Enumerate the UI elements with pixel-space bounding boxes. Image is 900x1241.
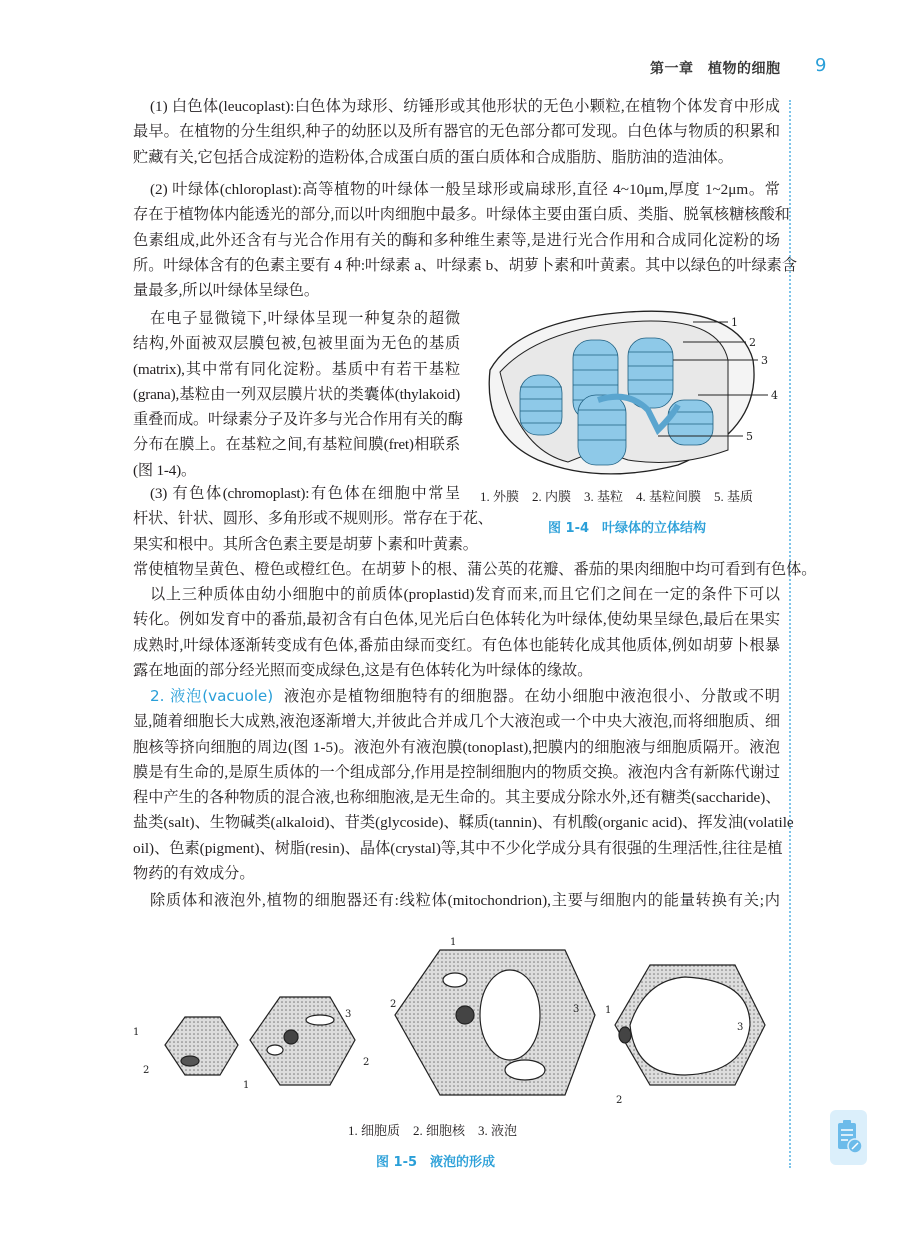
text-line: 在电子显微镜下,叶绿体呈现一种复杂的超微 xyxy=(150,310,460,327)
text-line: (3) 有色体(chromoplast):有色体在细胞中常呈 xyxy=(150,485,460,502)
text-line: 贮藏有关,它包括合成淀粉的造粉体,合成蛋白质的蛋白质体和合成脂肪、脂肪油的造油体。 xyxy=(133,148,733,166)
fig5-label-1c: 1 xyxy=(450,937,457,948)
text-line: 结构,外面被双层膜包被,包被里面为无色的基质 xyxy=(133,335,460,353)
text-line: 程中产生的各种物质的混合液,也称细胞液,是无生命的。其主要成分除水外,还有糖类(saccharide)、 xyxy=(133,789,781,807)
fig5-label-1b: 1 xyxy=(243,1080,250,1091)
fig5-label-3b: 3 xyxy=(345,1009,352,1020)
paragraph-chloroplast-ultrastructure xyxy=(133,307,463,484)
figure-vacuole-formation xyxy=(125,925,785,1115)
running-header: 第一章 植物的细胞 xyxy=(650,61,781,77)
text-line: 杆状、针状、圆形、多角形或不规则形。常存在于花、 xyxy=(133,510,493,528)
paragraph-plastid-conversion xyxy=(133,582,780,683)
fig5-label-2c: 2 xyxy=(390,999,397,1010)
fig5-label-3d: 3 xyxy=(737,1022,744,1033)
figure-chloroplast-structure xyxy=(478,300,790,480)
fig4-label-5: 5 xyxy=(746,430,753,443)
paragraph-other-organelles xyxy=(133,888,780,913)
page-number: 9 xyxy=(815,55,827,76)
fig5-label-1a: 1 xyxy=(133,1027,140,1038)
figure-1-5-title: 图 1-5 液泡的形成 xyxy=(376,1155,496,1170)
cell-stage-1 xyxy=(165,1017,238,1075)
cell-stage-2 xyxy=(250,997,355,1085)
text-line: 膜是有生命的,是原生质体的一个组成部分,作用是控制细胞内的物质交换。液泡内含有新陈代谢过 xyxy=(133,763,780,781)
text-line: 最早。在植物的分生组织,种子的幼胚以及所有器官的无色部分都可发现。白色体与物质的积累和 xyxy=(133,123,780,141)
paragraph-vacuole xyxy=(133,684,794,886)
granum-stack xyxy=(520,375,562,435)
figure-1-4-legend: 1. 外膜 2. 内膜 3. 基粒 4. 基粒间膜 5. 基质 xyxy=(480,489,754,504)
fig4-label-2: 2 xyxy=(749,336,756,349)
text-span: 液泡亦是植物细胞特有的细胞器。在幼小细胞中液泡很小、分散或不明 xyxy=(283,688,780,705)
text-line: (图 1-4)。 xyxy=(133,461,196,479)
text-line: (grana),基粒由一列双层膜片状的类囊体(thylakoid) xyxy=(133,385,460,403)
figure-1-5-legend: 1. 细胞质 2. 细胞核 3. 液泡 xyxy=(348,1123,518,1138)
fig4-label-1: 1 xyxy=(731,316,738,329)
text-line: 盐类(salt)、生物碱类(alkaloid)、苷类(glycoside)、鞣质(tannin)、有机酸(organic acid)、挥发油(volatile xyxy=(133,814,794,832)
text-line: 量最多,所以叶绿体呈绿色。 xyxy=(133,282,320,300)
text-line: 存在于植物体内能透光的部分,而以叶肉细胞中最多。叶绿体主要由蛋白质、类脂、脱氧核糖核酸和 xyxy=(133,206,790,224)
text-line: 以上三种质体由幼小细胞中的前质体(proplastid)发育而来,而且它们之间在一定的条件下可以 xyxy=(150,586,780,603)
text-line: 色素组成,此外还含有与光合作用有关的酶和多种维生素等,是进行光合作用和合成同化淀粉的场 xyxy=(133,231,780,249)
fig5-label-2b: 2 xyxy=(363,1057,370,1068)
text-line: 常使植物呈黄色、橙色或橙红色。在胡萝卜的根、蒲公英的花瓣、番茄的果肉细胞中均可看到有色体。 xyxy=(133,560,817,578)
text-line: 分布在膜上。在基粒之间,有基粒间膜(fret)相联系 xyxy=(133,436,460,454)
fig4-label-3: 3 xyxy=(761,354,768,367)
section-heading-vacuole: 2. 液泡(vacuole) xyxy=(150,687,274,705)
fig5-label-1d: 1 xyxy=(605,1005,612,1016)
fig5-label-2d: 2 xyxy=(616,1095,623,1106)
text-line: 所。叶绿体含有的色素主要有 4 种:叶绿素 a、叶绿素 b、胡萝卜素和叶黄素。其中以绿色的叶绿素含 xyxy=(133,256,798,274)
text-line: (matrix),其中常有同化淀粉。基质中有若干基粒 xyxy=(133,360,460,378)
fig5-label-3c: 3 xyxy=(573,1004,580,1015)
fig4-label-4: 4 xyxy=(771,389,778,402)
figure-1-4-title: 图 1-4 叶绿体的立体结构 xyxy=(548,521,707,536)
text-line: 胞核等挤向细胞的周边(图 1-5)。液泡外有液泡膜(tonoplast),把膜内的细胞液与细胞质隔开。液泡 xyxy=(133,738,780,756)
text-line: (1) 白色体(leucoplast):白色体为球形、纺锤形或其他形状的无色小颗粒,在植物个体发育中形成 xyxy=(150,98,780,115)
paragraph-chloroplast xyxy=(133,177,798,303)
text-line: 除质体和液泡外,植物的细胞器还有:线粒体(mitochondrion),主要与细胞内的能量转换有关;内 xyxy=(150,892,780,909)
text-line: 果实和根中。其所含色素主要是胡萝卜素和叶黄素。 xyxy=(133,535,478,553)
text-line: 重叠而成。叶绿素分子及许多与光合作用有关的酶 xyxy=(133,411,463,429)
granum-stack xyxy=(578,395,626,465)
paragraph-leucoplast xyxy=(133,94,780,170)
text-line: 物药的有效成分。 xyxy=(133,865,255,883)
text-line: 转化。例如发育中的番茄,最初含有白色体,见光后白色体转化为叶绿体,使幼果呈绿色,最后在果实 xyxy=(133,611,780,629)
fig5-label-2a: 2 xyxy=(143,1065,150,1076)
text-line: oil)、色素(pigment)、树脂(resin)、晶体(crystal)等,其中不少化学成分具有很强的生理活性,往往是植 xyxy=(133,839,783,857)
text-line xyxy=(133,684,780,709)
text-line: 显,随着细胞长大成熟,液泡逐渐增大,并彼此合并成几个大液泡或一个中央大液泡,而将细胞质、细 xyxy=(133,713,780,731)
text-line: 成熟时,叶绿体逐渐转变成有色体,番茄由绿而变红。有色体也能转化成其他质体,例如胡萝卜根暴 xyxy=(133,636,780,654)
notes-clipboard-icon[interactable] xyxy=(830,1110,867,1165)
text-line: (2) 叶绿体(chloroplast):高等植物的叶绿体一般呈球形或扁球形,直径 4~10μm,厚度 1~2μm。常 xyxy=(150,181,780,198)
text-line: 露在地面的部分经光照而变成绿色,这是有色体转化为叶绿体的缘故。 xyxy=(133,661,593,679)
